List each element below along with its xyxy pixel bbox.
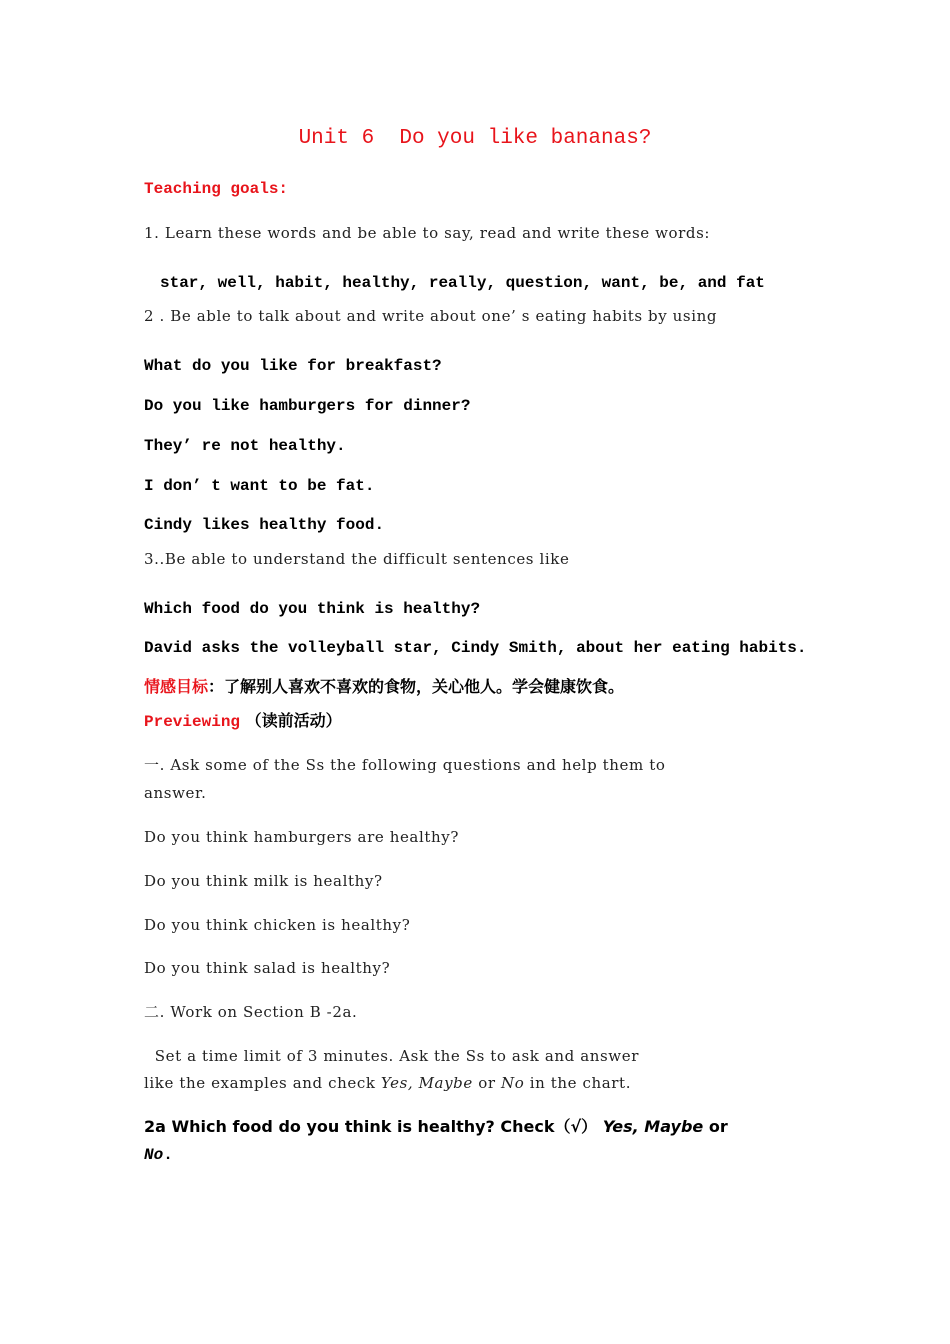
period-text: . [163,1146,173,1164]
goal-2-sentence: They’ re not healthy. [144,437,346,455]
goal-2-sentence: Do you like hamburgers for dinner? [144,397,471,415]
goal-2-sentence: Cindy likes healthy food. [144,516,385,534]
step-1-text: 一. Ask some of the Ss the following questions and help them to [144,756,666,774]
task-2a-line [144,1117,728,1137]
goal-2-text: 2 . Be able to talk about and write about one’ s eating habits by using [144,307,718,325]
or-text: or [703,1117,728,1136]
goal-3-text: 3..Be able to understand the difficult sentences like [144,550,570,568]
emotion-goal-label: 情感目标 [144,677,209,696]
goal-3-sentence: David asks the volleyball star, Cindy Smith, about her eating habits. [144,639,807,657]
goal-1-word-list: star, well, habit, healthy, really, question, want, be, and fat [160,274,765,292]
instruction-text: in the chart. [524,1074,632,1092]
step-2-text: 二. Work on Section B -2a. [144,1003,358,1021]
preview-question: Do you think salad is healthy? [144,959,391,977]
previewing-label: Previewing [144,713,241,731]
preview-question: Do you think hamburgers are healthy? [144,828,459,846]
task-2a-prompt: 2a Which food do you think is healthy? Check（√） [144,1117,598,1136]
or-text: or [472,1074,501,1092]
previewing-note: （读前活动） [240,711,342,730]
instruction-text: like the examples and check [144,1074,381,1092]
step-2-instruction: Set a time limit of 3 minutes. Ask the Ss to ask and answer [144,1047,639,1065]
preview-question: Do you think milk is healthy? [144,872,383,890]
goal-3-sentence: Which food do you think is healthy? [144,600,481,618]
goal-1-text: 1. Learn these words and be able to say, read and write these words: [144,224,711,242]
yes-option-text: Yes, [602,1117,639,1136]
step-2-instruction-continued [144,1073,631,1093]
goal-2-sentence: What do you like for breakfast? [144,357,442,375]
emotion-goal-line [144,677,624,697]
previewing-heading [144,711,342,732]
maybe-option-text: Maybe [413,1074,473,1092]
yes-option-text: Yes, [380,1074,414,1092]
page-title: Unit 6 Do you like bananas? [298,127,652,150]
no-option-text: No [501,1074,525,1092]
emotion-goal-text: ：了解别人喜欢不喜欢的食物，关心他人。学会健康饮食。 [208,677,625,696]
goal-2-sentence: I don’ t want to be fat. [144,477,375,495]
no-option-text: No [144,1146,164,1164]
preview-question: Do you think chicken is healthy? [144,916,411,934]
maybe-option-text: Maybe [638,1117,704,1136]
step-1-text-continued: answer. [144,784,207,802]
teaching-goals-heading: Teaching goals: [144,180,289,198]
task-2a-line-continued [144,1145,173,1165]
